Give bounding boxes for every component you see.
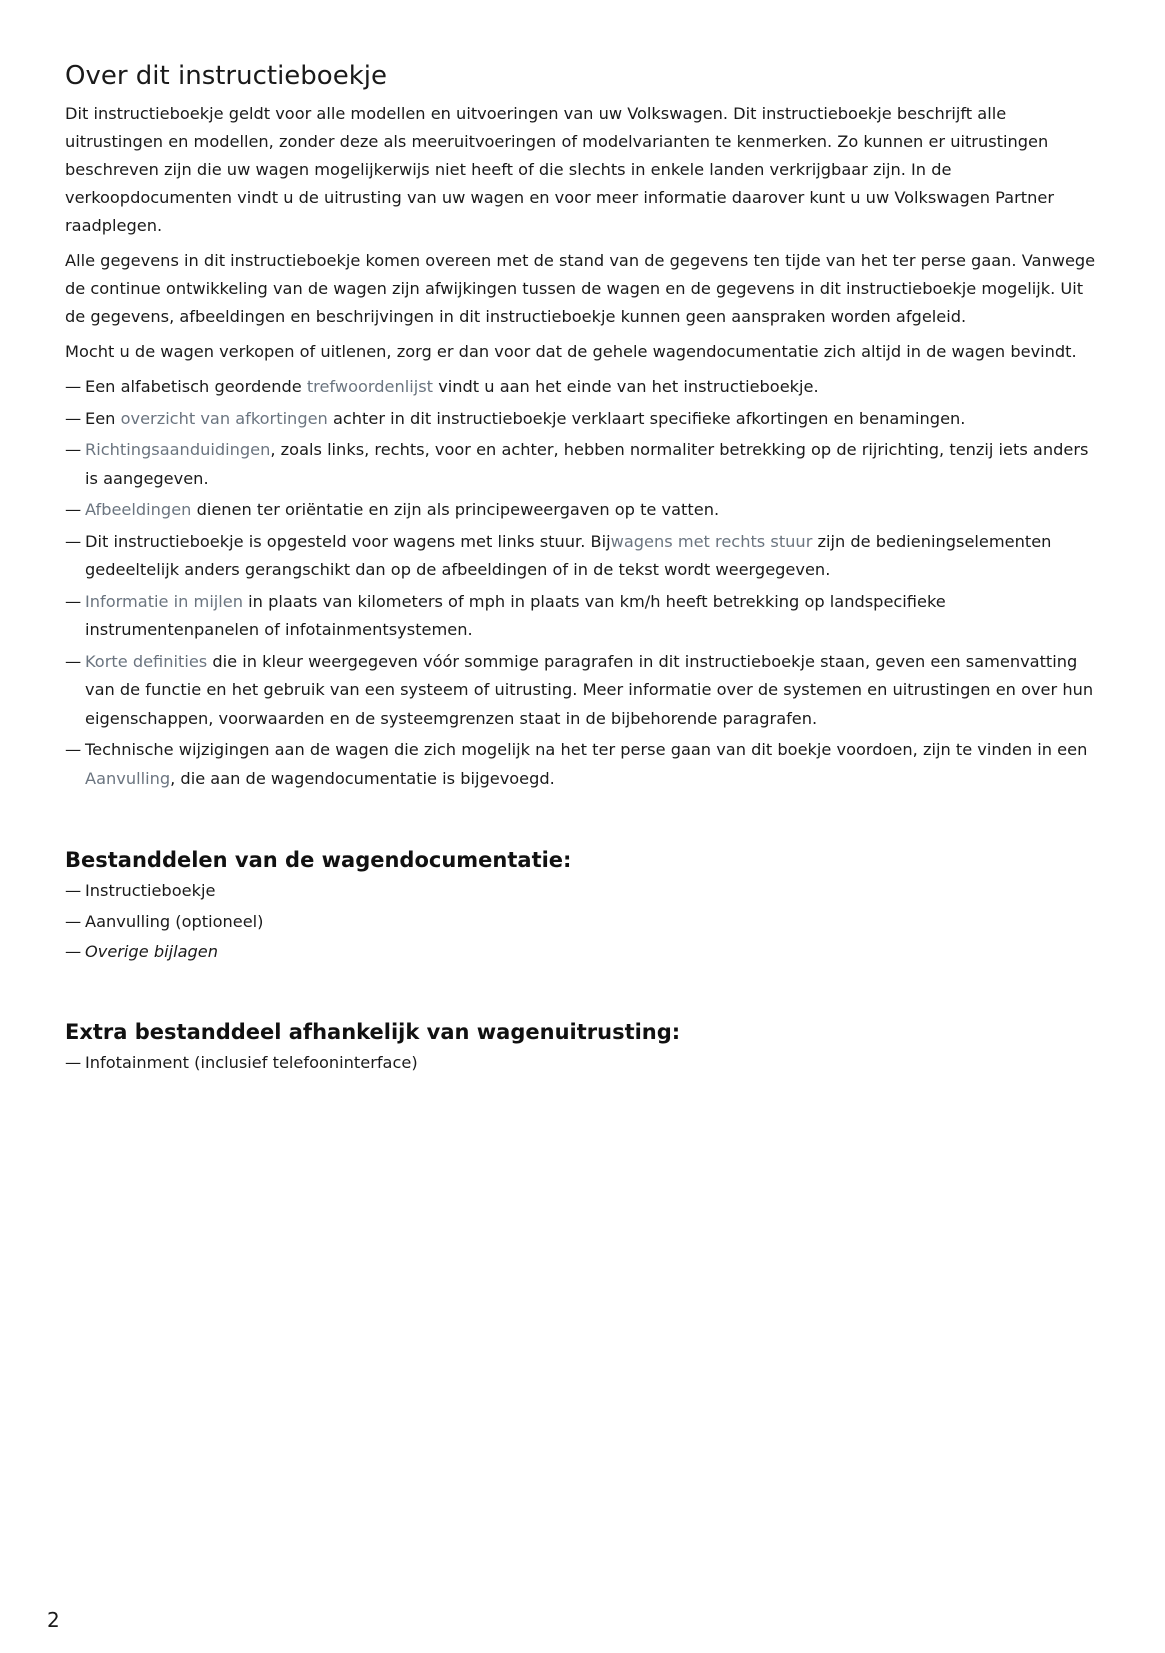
notes-list: [65, 373, 1100, 793]
list-item: — Technische wijzigingen aan de wagen die zich mogelijk na het ter perse gaan van dit boekje voordoen, zijn te vinden in een Aanvulling, die aan de wagendocumentatie is bijgevoegd.: [65, 736, 1100, 793]
intro-paragraph: Dit instructieboekje geldt voor alle modellen en uitvoeringen van uw Volkswagen. Dit instructieboekje beschrijft alle uitrustingen en modellen, zonder deze als meeruitvoeringen of modelvarianten te kenmerken. Zo kunnen er uitrustingen beschreven zijn die uw wagen mogelijkerwijs niet heeft of die slechts in enkele landen verkrijgbaar zijn. In de verkoopdocumenten vindt u de uitrusting van uw wagen en voor meer informatie daarover kunt u uw Volkswagen Partner raadplegen.: [65, 104, 1054, 235]
list-item: — Infotainment (inclusief telefooninterface): [65, 1049, 1100, 1078]
list-item: — Een alfabetisch geordende trefwoordenlijst vindt u aan het einde van het instructieboekje.: [65, 373, 1100, 402]
list-item: — Dit instructieboekje is opgesteld voor wagens met links stuur. Bijwagens met rechts stuur zijn de bedieningselementen gedeeltelijk anders gerangschikt dan op de afbeeldingen of in de tekst wordt weergegeven.: [65, 528, 1100, 585]
link-richtingsaanduidingen[interactable]: Richtingsaanduidingen: [85, 440, 271, 459]
link-rechts-stuur[interactable]: wagens met rechts stuur: [610, 531, 813, 551]
dash-icon: —: [65, 440, 82, 459]
dash-icon: —: [65, 942, 82, 961]
dash-icon: —: [65, 1052, 82, 1072]
list-item: — Informatie in mijlen in plaats van kilometers of mph in plaats van km/h heeft betrekking op landspecifieke instrumentenpanelen of infotainmentsystemen.: [65, 588, 1100, 645]
section-heading: Bestanddelen van de wagendocumentatie:: [65, 848, 572, 872]
list-item: — Een overzicht van afkortingen achter in dit instructieboekje verklaart specifieke afkortingen en benamingen.: [65, 405, 1100, 434]
list-item: — Korte definities die in kleur weergegeven vóór sommige paragrafen in dit instructieboekje staan, geven een samenvatting van de functie en het gebruik van een systeem of uitrusting. Meer informatie over de systemen en uitrustingen en over hun eigenschappen, voorwaarden en de systeemgrenzen staat in de bijbehorende paragrafen.: [65, 648, 1100, 734]
extra-parts-list: [65, 1049, 1100, 1078]
documentation-paragraph: Mocht u de wagen verkopen of uitlenen, zorg er dan voor dat de gehele wagendocumentatie zich altijd in de wagen bevindt.: [65, 342, 1077, 361]
link-mijlen[interactable]: Informatie in mijlen: [85, 591, 244, 611]
dash-icon: —: [65, 408, 82, 428]
dash-icon: —: [65, 377, 82, 396]
dash-icon: —: [65, 911, 82, 931]
parts-list: [65, 877, 1100, 967]
list-item: — Overige bijlagen: [65, 938, 1100, 967]
dash-icon: —: [65, 651, 82, 671]
documentation-parts-section: [65, 845, 1100, 967]
list-item: — Afbeeldingen dienen ter oriëntatie en zijn als principeweergaven op te vatten.: [65, 496, 1100, 525]
list-item: — Richtingsaanduidingen, zoals links, rechts, voor en achter, hebben normaliter betrekking op de rijrichting, tenzij iets anders is aangegeven.: [65, 436, 1100, 493]
link-trefwoordenlijst[interactable]: trefwoordenlijst: [306, 377, 434, 396]
dash-icon: —: [65, 740, 82, 759]
list-item: — Aanvulling (optioneel): [65, 908, 1100, 937]
page-number: 2: [47, 1608, 60, 1632]
extra-parts-section: [65, 1017, 1100, 1078]
dash-icon: —: [65, 591, 82, 611]
dash-icon: —: [65, 531, 82, 551]
section-heading: Extra bestanddeel afhankelijk van wagenuitrusting:: [65, 1019, 681, 1044]
link-aanvulling[interactable]: Aanvulling: [85, 768, 171, 788]
dash-icon: —: [65, 500, 82, 519]
link-korte-definities[interactable]: Korte definities: [85, 651, 208, 671]
link-afbeeldingen[interactable]: Afbeeldingen: [85, 500, 192, 519]
data-paragraph: Alle gegevens in dit instructieboekje komen overeen met de stand van de gegevens ten tijde van het ter perse gaan. Vanwege de continue ontwikkeling van de wagen zijn afwijkingen tussen de wagen en de gegevens in dit instructieboekje mogelijk. Uit de gegevens, afbeeldingen en beschrijvingen in dit instructieboekje kunnen geen aanspraken worden afgeleid.: [65, 251, 1096, 326]
document-page: [65, 56, 1100, 1079]
link-afkortingen[interactable]: overzicht van afkortingen: [120, 408, 328, 428]
list-item: — Instructieboekje: [65, 877, 1100, 906]
dash-icon: —: [65, 881, 82, 900]
page-title: Over dit instructieboekje: [65, 61, 387, 91]
